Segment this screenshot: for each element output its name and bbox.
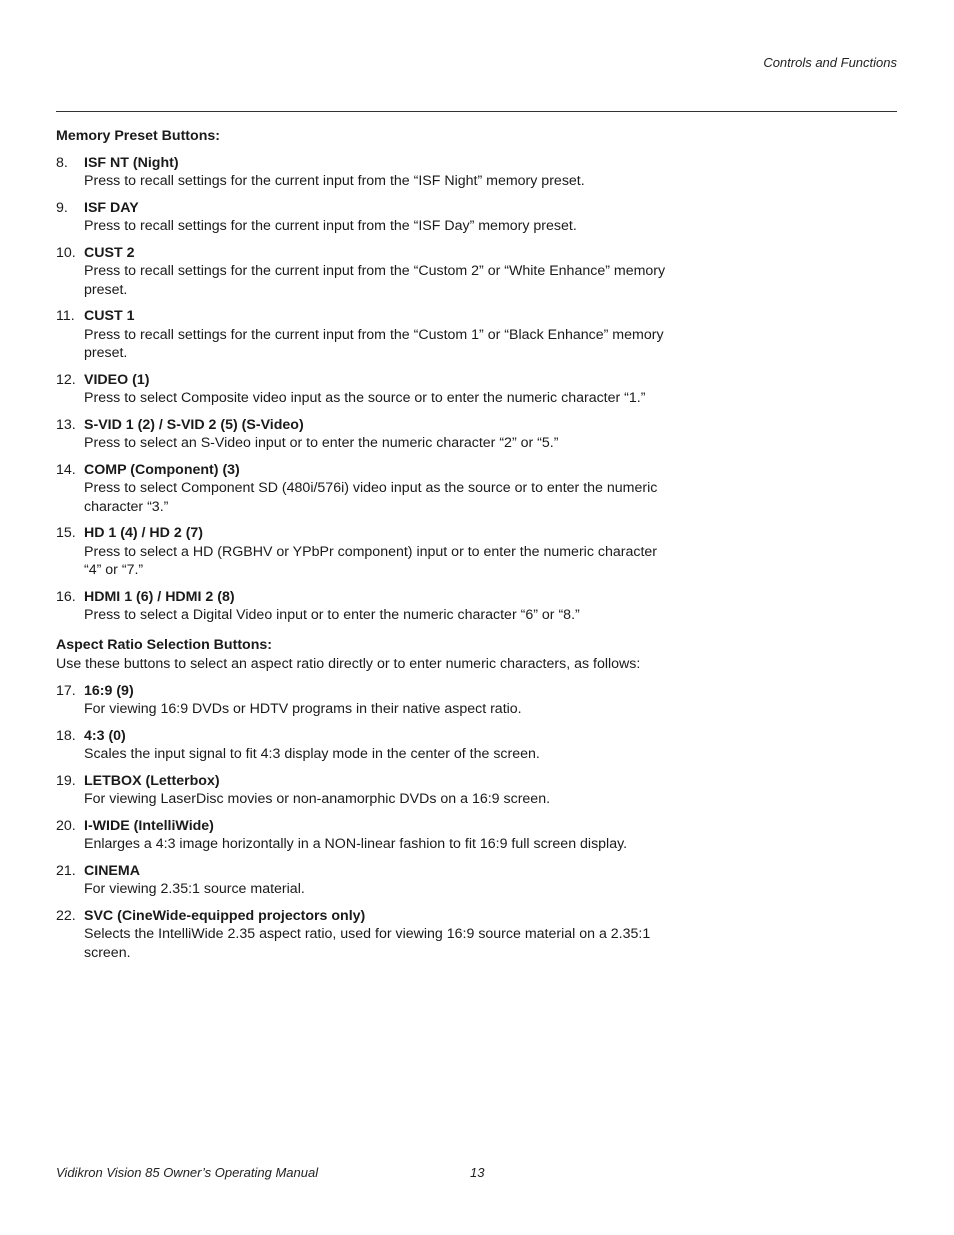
aspect-ratio-intro: Use these buttons to select an aspect ratio directly or to enter numeric characters, as follows: xyxy=(56,656,641,672)
item-label: S-VID 1 (2) / S-VID 2 (5) (S-Video) xyxy=(84,416,304,433)
header-rule xyxy=(56,111,897,112)
item-number: 16. xyxy=(56,588,76,605)
item-label: CUST 2 xyxy=(84,244,135,261)
item-label: HDMI 1 (6) / HDMI 2 (8) xyxy=(84,588,235,605)
list-item xyxy=(56,588,676,625)
item-description: Enlarges a 4:3 image horizontally in a NON-linear fashion to fit 16:9 full screen display. xyxy=(84,836,628,852)
item-body xyxy=(84,862,676,899)
memory-preset-list xyxy=(56,154,676,625)
item-number: 11. xyxy=(56,308,75,324)
item-number: 10. xyxy=(56,244,76,261)
item-description: Press to recall settings for the current input from the “Custom 2” or “White Enhance” memory preset. xyxy=(84,263,666,298)
item-label: ISF NT (Night) xyxy=(84,154,179,171)
item-body xyxy=(84,154,676,191)
item-label: CINEMA xyxy=(84,862,140,879)
item-body xyxy=(84,817,676,854)
list-item xyxy=(56,862,676,899)
footer-page-number: 13 xyxy=(470,1165,485,1180)
item-number: 9. xyxy=(56,199,68,216)
list-item xyxy=(56,524,676,580)
item-number: 21. xyxy=(56,862,76,879)
item-body xyxy=(84,416,676,453)
footer-manual-title: Vidikron Vision 85 Owner’s Operating Manual xyxy=(56,1165,319,1180)
item-number: 15. xyxy=(56,525,76,541)
item-description: Press to recall settings for the current input from the “ISF Night” memory preset. xyxy=(84,173,585,189)
running-header: Controls and Functions xyxy=(763,55,897,70)
item-label: SVC (CineWide-equipped projectors only) xyxy=(84,907,366,924)
item-description: Press to recall settings for the current input from the “Custom 1” or “Black Enhance” memory preset. xyxy=(84,326,664,361)
item-number: 12. xyxy=(56,371,76,388)
item-label: COMP (Component) (3) xyxy=(84,461,240,478)
list-item xyxy=(56,371,676,408)
item-body xyxy=(84,199,676,236)
item-description: For viewing 16:9 DVDs or HDTV programs in their native aspect ratio. xyxy=(84,701,522,717)
item-description: For viewing LaserDisc movies or non-anamorphic DVDs on a 16:9 screen. xyxy=(84,791,551,807)
item-body xyxy=(84,588,676,625)
list-item xyxy=(56,244,676,300)
list-item xyxy=(56,307,676,363)
item-number: 20. xyxy=(56,817,76,834)
item-body xyxy=(84,772,676,809)
aspect-ratio-list xyxy=(56,682,676,963)
item-description: Press to select Component SD (480i/576i) video input as the source or to enter the numeric character “3.” xyxy=(84,480,658,515)
item-label: I-WIDE (IntelliWide) xyxy=(84,817,214,834)
item-body xyxy=(84,682,676,719)
item-body xyxy=(84,727,676,764)
item-label: ISF DAY xyxy=(84,199,139,216)
item-number: 13. xyxy=(56,416,76,433)
item-body xyxy=(84,244,676,300)
memory-preset-heading: Memory Preset Buttons: xyxy=(56,128,220,144)
list-item xyxy=(56,682,676,719)
list-item xyxy=(56,727,676,764)
item-description: Scales the input signal to fit 4:3 display mode in the center of the screen. xyxy=(84,746,540,762)
item-number: 19. xyxy=(56,772,76,789)
list-item xyxy=(56,907,676,963)
item-number: 22. xyxy=(56,907,76,924)
item-body xyxy=(84,524,676,580)
item-body xyxy=(84,371,676,408)
item-number: 17. xyxy=(56,682,76,699)
item-label: 4:3 (0) xyxy=(84,727,126,744)
list-item xyxy=(56,817,676,854)
item-body xyxy=(84,307,676,363)
item-description: Press to select a Digital Video input or to enter the numeric character “6” or “8.” xyxy=(84,607,580,623)
item-label: CUST 1 xyxy=(84,308,135,324)
list-item xyxy=(56,199,676,236)
item-description: For viewing 2.35:1 source material. xyxy=(84,881,305,897)
list-item xyxy=(56,154,676,191)
page-content xyxy=(56,127,676,970)
item-label: HD 1 (4) / HD 2 (7) xyxy=(84,525,204,541)
list-item xyxy=(56,461,676,517)
item-description: Press to select a HD (RGBHV or YPbPr component) input or to enter the numeric character “4” or “7.” xyxy=(84,543,658,578)
item-number: 8. xyxy=(56,154,68,171)
aspect-ratio-heading: Aspect Ratio Selection Buttons: xyxy=(56,636,272,653)
item-label: LETBOX (Letterbox) xyxy=(84,772,220,789)
item-body xyxy=(84,461,676,517)
aspect-ratio-section xyxy=(56,636,676,963)
item-label: 16:9 (9) xyxy=(84,682,134,699)
item-number: 14. xyxy=(56,461,76,478)
item-number: 18. xyxy=(56,727,76,744)
item-label: VIDEO (1) xyxy=(84,371,150,388)
list-item xyxy=(56,416,676,453)
item-description: Press to select an S-Video input or to enter the numeric character “2” or “5.” xyxy=(84,435,559,451)
item-description: Selects the IntelliWide 2.35 aspect ratio, used for viewing 16:9 source material on a 2.35:1 screen. xyxy=(84,926,651,961)
item-body xyxy=(84,907,676,963)
item-description: Press to select Composite video input as the source or to enter the numeric character “1.” xyxy=(84,390,646,406)
item-description: Press to recall settings for the current input from the “ISF Day” memory preset. xyxy=(84,218,577,234)
list-item xyxy=(56,772,676,809)
